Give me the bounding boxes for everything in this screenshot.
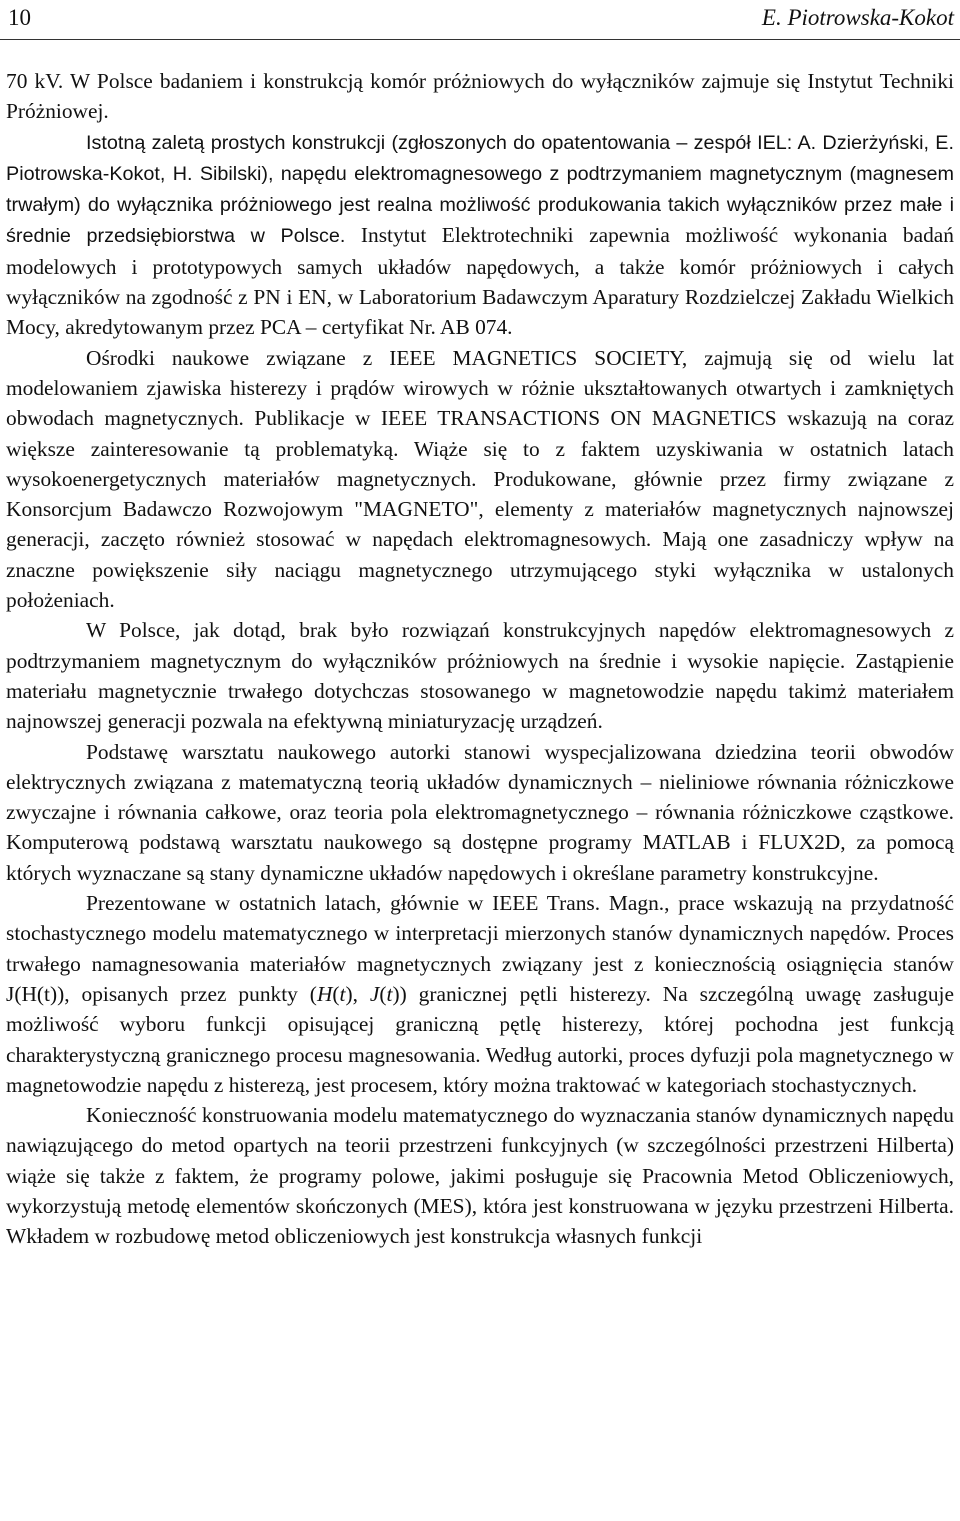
paragraph-2	[6, 127, 954, 343]
paragraph-4	[6, 615, 954, 736]
paragraph-6	[6, 888, 954, 1100]
paragraph-1	[6, 66, 954, 127]
text-run: )) granicznej pętli histerezy. Na szczególną uwagę zasługuje możliwość wyboru funkcji opisującej graniczną pętlę histerezy, której pochodna jest funkcją charakterystyczną granicznego procesu magnesowania. Według autorki, proces dyfuzji pola magnetycznego w magnetowodzie napędu z histerezą, jest procesem, który można traktować w kategoriach stochastycznych.	[6, 981, 954, 1097]
body-text	[6, 66, 954, 1252]
text-run: Prezentowane w ostatnich latach, głównie w IEEE Trans. Magn., prace wskazują na przydatność stochastycznego modelu matematycznego w interpretacji mierzonych stanów dynamicznych napędów. Proces trwałego namagnesowania materiałów magnetycznych związany jest z koniecznością osiągnięcia stanów J(H(t)), opisanych przez punkty (	[6, 891, 954, 1006]
text-run: (	[379, 981, 387, 1006]
header-rule	[0, 39, 960, 40]
text-run: ),	[345, 981, 370, 1006]
text-run: (	[332, 981, 340, 1006]
math-symbol: H	[316, 981, 333, 1006]
text-run: W Polsce, jak dotąd, brak było rozwiązań konstrukcyjnych napędów elektromagnesowych z podtrzymaniem magnetycznym do wyłączników próżniowych na średnie i wysokie napięcie. Zastąpienie materiału magnetycznie trwałego dotychczas stosowanego w magnetowodzie napędu takimż materiałem najnowszej generacji pozwala na efektywną miniaturyzację urządzeń.	[6, 618, 954, 734]
text-run: Instytut Elektrotechniki zapewnia możliwość wykonania badań modelowych i prototypowych samych układów napędowych, a także komór próżniowych i całych wyłączników na zgodność z PN i EN, w Laboratorium Badawczym Aparatury Rozdzielczej Zakładu Wielkich Mocy, akredytowanym przez PCA – certyfikat Nr. AB 074.	[6, 223, 954, 340]
math-symbol: t	[386, 981, 393, 1006]
math-symbol: t	[339, 981, 346, 1006]
paragraph-5	[6, 737, 954, 888]
page-header	[0, 0, 960, 44]
text-run: Istotną zaletą prostych konstrukcji (zgłoszonych do opatentowania – zespół IEL: A. Dzierżyński, E. Piotrowska-Kokot, H. Sibilski), napędu elektromagnesowego z podtrzymaniem magnetycznym (magnesem trwałym) do wyłącznika próżniowego jest realna możliwość produkowania takich wyłączników przez małe i średnie przedsiębiorstwa w Polsce.	[6, 131, 954, 248]
text-run: 70 kV. W Polsce badaniem i konstrukcją komór próżniowych do wyłączników zajmuje się Instytut Techniki Próżniowej.	[6, 69, 954, 124]
math-symbol: J	[369, 981, 380, 1006]
text-run: Podstawę warsztatu naukowego autorki stanowi wyspecjalizowana dziedzina teorii obwodów elektrycznych związana z matematyczną teorią układów dynamicznych – nieliniowe równania różniczkowe zwyczajne i równania całkowe, oraz teoria pola elektromagnetycznego – równania różniczkowe cząstkowe. Komputerową podstawą warsztatu naukowego są dostępne programy MATLAB i FLUX2D, za pomocą których wyznaczane są stany dynamiczne układów napędowych i określane parametry konstrukcyjne.	[6, 739, 954, 885]
page-number: 10	[8, 5, 31, 30]
text-run: Ośrodki naukowe związane z IEEE MAGNETICS SOCIETY, zajmują się od wielu lat modelowaniem zjawiska histerezy i prądów wirowych w różnie ukształtowanych otwartych i zamkniętych obwodach magnetycznych. Publikacje w IEEE TRANSACTIONS ON MAGNETICS wskazują na coraz większe zainteresowanie tą problematyką. Wiąże się to z faktem uzyskiwania w ostatnich latach wysokoenergetycznych materiałów magnetycznych. Produkowane, głównie przez firmy związane z Konsorcjum Badawczo Rozwojowym "MAGNETO", elementy z materiałów magnetycznych najnowszej generacji, zaczęto również stosować w napędach elektromagnesowych. Mają one zasadniczy wpływ na znaczne powiększenie siły naciągu magnetycznego utrzymującego styki wyłącznika w ustalonych położeniach.	[6, 345, 954, 613]
paragraph-7	[6, 1100, 954, 1251]
paragraph-3	[6, 343, 954, 616]
running-head: E. Piotrowska-Kokot	[761, 5, 954, 30]
text-run: Konieczność konstruowania modelu matematycznego do wyznaczania stanów dynamicznych napędu nawiązującego do metod opartych na teorii przestrzeni funkcyjnych (w szczególności przestrzeni Hilberta) wiąże się także z faktem, że programy polowe, jakimi posługuje się Pracownia Metod Obliczeniowych, wykorzystują metodę elementów skończonych (MES), która jest konstruowana w języku przestrzeni Hilberta. Wkładem w rozbudowę metod obliczeniowych jest konstrukcja własnych funkcji	[6, 1103, 954, 1249]
